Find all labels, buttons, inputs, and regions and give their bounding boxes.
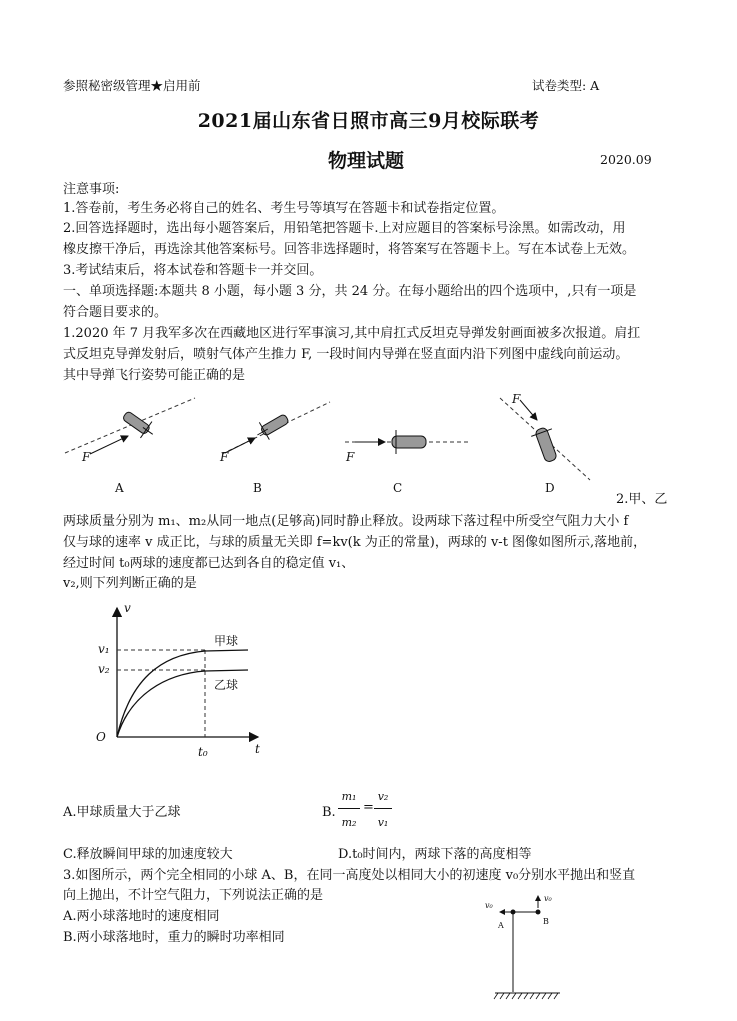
- ball-b-label: B: [543, 917, 549, 926]
- missile-option-b: [222, 402, 330, 454]
- option-c: C.释放瞬间甲球的加速度较大: [63, 847, 233, 862]
- v1-label: v₁: [98, 642, 110, 656]
- v-axis-label: v: [124, 601, 131, 615]
- option-b-den-left: m₂: [341, 816, 357, 829]
- option-label-b: B: [253, 481, 262, 495]
- question-2-text: 仅与球的速率 v 成正比，与球的质量无关即 f=kv(k 为正的常量)，两球的 v-t 图像如图所示,落地前，: [63, 535, 647, 550]
- exam-date: 2020.09: [600, 152, 652, 167]
- missile-diagrams: [0, 380, 737, 500]
- missile-option-a: [65, 398, 195, 454]
- origin-label: O: [96, 730, 106, 744]
- v0-label-left: v₀: [485, 901, 493, 910]
- v0-label-right: v₀: [544, 894, 552, 903]
- exam-title: 2021届山东省日照市高三9月校际联考: [197, 110, 540, 132]
- notice-heading: 注意事项:: [63, 182, 120, 197]
- subject-title: 物理试题: [328, 150, 405, 172]
- question-1-text: 其中导弹飞行姿势可能正确的是: [63, 368, 246, 383]
- option-b: B.两小球落地时，重力的瞬时功率相同: [63, 930, 285, 945]
- missile-option-c: [345, 430, 468, 454]
- option-b-eq: =: [363, 800, 374, 815]
- t0-label: t₀: [198, 745, 208, 759]
- header-left: 参照秘密级管理★启用前: [63, 78, 201, 93]
- notice-item: 1.答卷前，考生务必将自己的姓名、考生号等填写在答题卡和试卷指定位置。: [63, 201, 505, 216]
- force-label-a: F: [82, 450, 91, 464]
- section-heading-cont: 符合题目要求的。: [63, 305, 168, 320]
- force-label-b: F: [220, 450, 229, 464]
- ball-a-label: A: [498, 921, 504, 930]
- option-b-num-left: m₁: [341, 790, 357, 803]
- question-1-text: 1.2020 年 7 月我军多次在西藏地区进行军事演习,其中肩扛式反坦克导弹发射画面被多次报道。肩扛: [63, 326, 641, 341]
- question-2-text: 两球质量分别为 m₁、m₂从同一地点(足够高)同时静止释放。设两球下落过程中所受空气阻力大小 f: [63, 514, 629, 529]
- option-label-d: D: [545, 481, 555, 495]
- ball-a: [511, 910, 516, 915]
- force-label-d: F: [512, 392, 521, 406]
- t-axis-label: t: [255, 742, 260, 756]
- option-label-a: A: [115, 481, 124, 495]
- v2-label: v₂: [98, 662, 110, 676]
- option-a: A.两小球落地时的速度相同: [63, 909, 220, 924]
- section-heading: 一、单项选择题:本题共 8 小题，每小题 3 分，共 24 分。在每小题给出的四个选项中，,只有一项是: [63, 284, 637, 299]
- notice-item: 橡皮擦干净后，再选涂其他答案标号。回答非选择题时，将答案写在答题卡上。写在本试卷上无效。: [63, 242, 636, 257]
- option-a: A.甲球质量大于乙球: [63, 805, 181, 820]
- question-3-text: 向上抛出，不计空气阻力，下列说法正确的是: [63, 888, 324, 903]
- curve-jia: [117, 650, 248, 737]
- question-1-text: 式反坦克导弹发射后，喷射气体产生推力 F, 一段时间内导弹在竖直面内沿下列图中虚线向前运动。: [63, 347, 629, 362]
- question-3-text: 3.如图所示，两个完全相同的小球 A、B，在同一高度处以相同大小的初速度 v₀分别水平抛出和竖直: [63, 868, 636, 883]
- question-2-text: v₂,则下列判断正确的是: [63, 576, 197, 591]
- question-2-start: 2.甲、乙: [616, 492, 668, 507]
- missile-option-d: [500, 398, 590, 480]
- question-2-text: 经过时间 t₀两球的速度都已达到各自的稳定值 v₁、: [63, 556, 355, 571]
- notice-item: 3.考试结束后，将本试卷和答题卡一并交回。: [63, 263, 323, 278]
- option-b-prefix: B.: [322, 805, 336, 820]
- notice-item: 2.回答选择题时，选出每小题答案后，用铅笔把答题卡.上对应题目的答案标号涂黑。如需改动，用: [63, 221, 626, 236]
- option-b-den-right: v₁: [377, 816, 389, 829]
- option-label-c: C: [393, 481, 403, 495]
- force-label-c: F: [346, 450, 355, 464]
- ball-b: [536, 910, 541, 915]
- curve-label-yi: 乙球: [214, 678, 239, 692]
- header-right: 试卷类型: A: [532, 78, 600, 93]
- curve-label-jia: 甲球: [214, 634, 239, 648]
- option-d: D.t₀时间内，两球下落的高度相等: [338, 847, 532, 862]
- vt-graph: [0, 600, 737, 780]
- option-b-num-right: v₂: [377, 790, 389, 803]
